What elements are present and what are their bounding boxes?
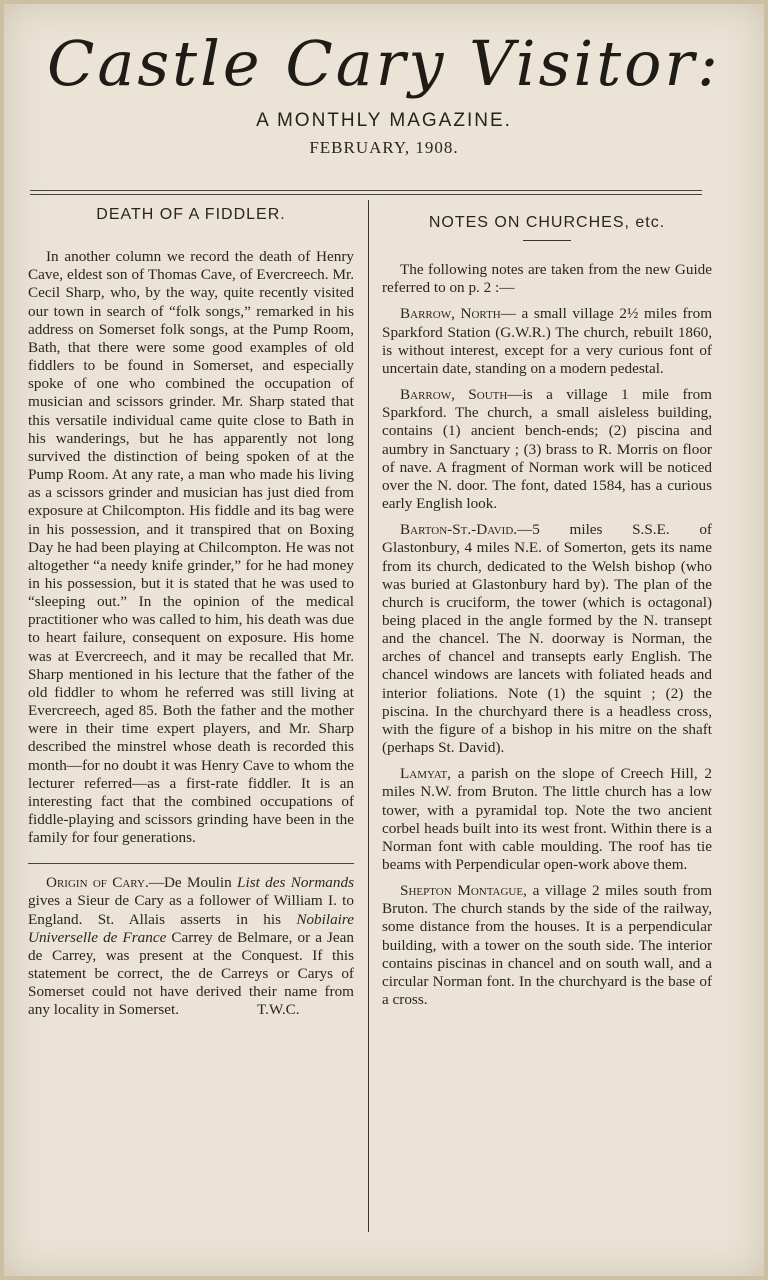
church-entry xyxy=(382,882,712,1009)
origin-signature: T.W.C. xyxy=(257,1001,300,1019)
magazine-title: Castle Cary Visitor: xyxy=(46,27,722,100)
churches-intro: The following notes are taken from the new Guide referred to on p. 2 :— xyxy=(382,261,712,297)
church-text: —5 miles S.S.E. of Glastonbury, 4 miles N.E. of Somerton, gets its name from its church, dedicated to the Welsh bishop (who was buried at Glastonbury hard by). The plan of the church is cruciform, the tower (which is octagonal) being placed in the angle formed by the N. transept and the chancel. The N. doorway is Norman, the arches of chancel and transepts early English. The chancel windows are lancets with foliated heads and interior foliations. Note (1) the squint ; (2) the piscina. In the churchyard there is a headless cross, with the figure of a bishop in his mitre on the shaft (perhaps St. David). xyxy=(382,521,712,757)
fiddler-article: In another column we record the death of Henry Cave, eldest son of Thomas Cave, of Evercreech. Mr. Cecil Sharp, who, by the way, quite recently visited our town in search of “folk songs,” remarked in his address on Somerset folk songs, at the Pump Room, Bath, that there were some good examples of old fiddlers to be found in Somerset, and especially spoke of one who combined the occupation of musician and scissors grinder. Mr. Sharp stated that this versatile individual came quite close to Bath in his wanderings, but he has apparently not long survived the distinction of being spoken of at the Pump Room. At any rate, a man who made his living as a scissors grinder and musician has just died from exposure at Chilcompton. His fiddle and its bag were in his possession, and it transpired that on Boxing Day he had been playing at Chilcompton. He was not altogether “a needy knife grinder,” for he had money in his possession, but it is stated that he was used to “sleeping out.” In the opinion of the medical practitioner who was called to him, his death was due to heart failure, consequent on exposure. His home was at Evercreech, and it may be recalled that Mr. Sharp mentioned in his lecture that the father of the old fiddler to whom he referred was still living at Evercreech, aged 85. Both the father and the mother were in their time expert players, and Mr. Sharp described the minstrel whose death is recorded this month—for no doubt it was Henry Cave to whom the lecturer referred—as a first-rate fiddler. It is an interesting fact that the combined occupations of fiddle-playing and scissors grinding have been in the family for four generations. xyxy=(28,248,354,847)
church-entry xyxy=(382,386,712,513)
origin-text-2: gives a Sieur de Cary as a follower of William I. to England. St. Allais asserts in his xyxy=(28,892,354,928)
church-name: Barrow, North xyxy=(400,305,501,323)
churches-heading: NOTES ON CHURCHES, etc. xyxy=(428,214,666,231)
header-rule-top xyxy=(30,190,702,191)
masthead xyxy=(4,28,764,158)
origin-lead: Origin of Cary. xyxy=(46,874,149,892)
church-text: , a parish on the slope of Creech Hill, 2 miles N.W. from Bruton. The little church has a low tower, with a pyramidal top. Note the two ancient corbel heads built into its west front. Within there is a Norman font with cable moulding. The roof has tie beams with Perpendicular open-work above them. xyxy=(382,765,712,873)
origin-text-3: Carrey de Belmare, or a Jean de Carrey, was present at the Conquest. If this statement be correct, the de Carreys or Carys of Somerset could not have derived their name from any locality in Somerset. xyxy=(28,928,354,1019)
origin-italic-1: List des Normands xyxy=(237,874,355,892)
church-name: Barrow, South xyxy=(400,386,508,404)
origin-text-1: —De Moulin xyxy=(148,874,238,892)
church-entry xyxy=(382,305,712,378)
heading-rule xyxy=(523,240,571,241)
origin-of-cary xyxy=(28,874,354,1019)
church-name: Shepton Montague xyxy=(400,882,524,900)
church-entry xyxy=(382,521,712,757)
origin-italic-2: Nobilaire Universelle de France xyxy=(28,910,354,946)
left-column xyxy=(28,200,354,1028)
church-name: Lamyat xyxy=(400,765,448,783)
church-text: — a small village 2½ miles from Sparkford Station (G.W.R.) The church, rebuilt 1860, is without interest, except for a very curious font of uncertain date, standing on a modern pedestal. xyxy=(382,305,713,377)
header-rule-bottom xyxy=(30,194,702,195)
right-column xyxy=(382,200,712,1017)
church-text: —is a village 1 mile from Sparkford. The church, a small aisleless building, contains (1) ancient bench-ends; (2) piscina and aumbry in Sanctuary ; (3) brass to R. Morris on floor of nave. A fragment of Norman work will be noticed over the N. door. The font, dated 1584, has a curious early English look. xyxy=(382,386,712,513)
church-name: Barton-St.-David. xyxy=(400,521,518,539)
column-divider xyxy=(28,863,354,864)
church-text: , a village 2 miles south from Bruton. The church stands by the side of the railway, some distance from the houses. It is a perpendicular building, with a tower on the south side. The interior contains piscinas in chancel and on south wall, and a circular Norman font. In the churchyard is the base of a cross. xyxy=(382,882,713,1009)
column-separator xyxy=(368,200,369,1232)
church-entry xyxy=(382,765,712,874)
magazine-subtitle: A MONTHLY MAGAZINE. xyxy=(256,110,512,131)
fiddler-heading: DEATH OF A FIDDLER. xyxy=(96,206,286,223)
magazine-page xyxy=(4,4,764,1276)
issue-date: FEBRUARY, 1908. xyxy=(309,138,459,157)
